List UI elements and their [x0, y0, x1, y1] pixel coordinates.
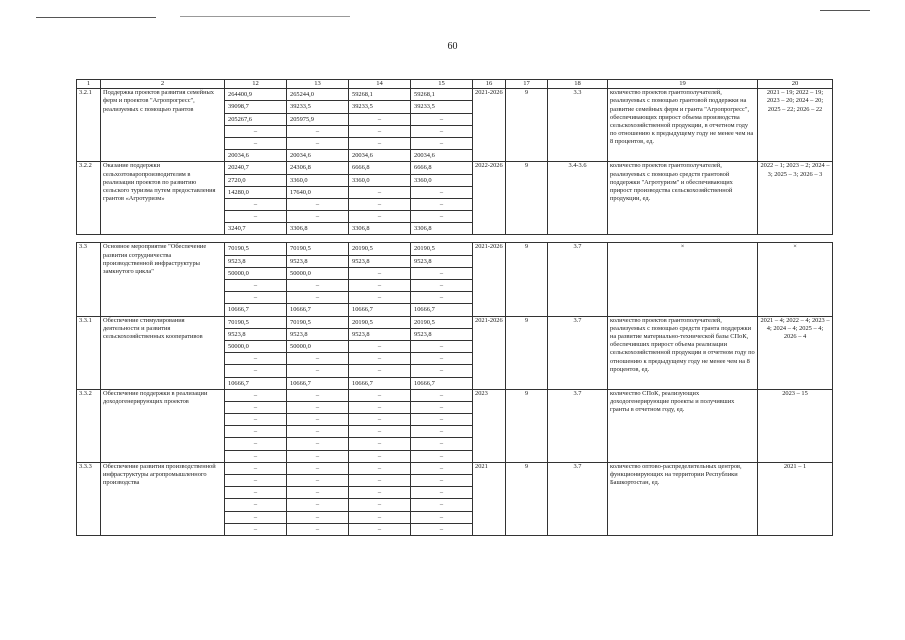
funding-value: 9523,8 [411, 329, 472, 341]
funding-cell [225, 243, 287, 316]
column-header: 12 [225, 80, 287, 89]
funding-value: 265244,0 [287, 89, 348, 101]
funding-value: 3306,8 [414, 225, 432, 233]
row-col18: 3.4-3.6 [548, 162, 608, 235]
funding-value: 10666,7 [352, 306, 373, 314]
funding-value: 20034,6 [414, 152, 435, 160]
funding-value: – [349, 341, 410, 353]
row-col18: 3.3 [548, 89, 608, 162]
row-col17: 9 [506, 462, 548, 535]
funding-value: – [225, 126, 286, 138]
funding-value: – [349, 187, 410, 199]
funding-value: 9523,8 [225, 256, 286, 268]
row-col17: 9 [506, 316, 548, 389]
funding-value: – [225, 211, 286, 223]
funding-value: 70190,5 [225, 317, 286, 329]
funding-value: 50000,0 [287, 341, 348, 353]
section-separator [77, 235, 833, 243]
funding-value: 205267,6 [225, 114, 286, 126]
funding-value: – [377, 452, 382, 460]
row-col18: 3.7 [548, 316, 608, 389]
funding-value: – [287, 280, 348, 292]
funding-value: 20034,6 [228, 152, 249, 160]
funding-value: 9523,8 [349, 256, 410, 268]
funding-cell [225, 162, 287, 235]
header-rule-left [36, 17, 156, 18]
funding-value: 24306,8 [287, 162, 348, 174]
column-header: 16 [473, 80, 506, 89]
funding-value: 2720,0 [225, 175, 286, 187]
row-targets: 2022 – 1; 2023 – 2; 2024 – 3; 2025 – 3; 2026 – 3 [758, 162, 833, 235]
row-col17: 9 [506, 243, 548, 316]
row-targets: × [758, 243, 833, 316]
funding-value: – [411, 426, 472, 438]
funding-value: – [287, 438, 348, 450]
funding-value: 10666,7 [414, 306, 435, 314]
funding-value: – [225, 414, 286, 426]
funding-value: – [411, 402, 472, 414]
funding-value: – [411, 268, 472, 280]
table-row [77, 389, 833, 462]
funding-value: 50000,0 [225, 268, 286, 280]
column-header: 17 [506, 80, 548, 89]
funding-value: – [411, 438, 472, 450]
funding-value: 9523,8 [287, 329, 348, 341]
funding-value: 264400,9 [225, 89, 286, 101]
header-rule-right [820, 10, 870, 11]
funding-value: – [349, 353, 410, 365]
funding-value: – [411, 211, 472, 223]
funding-value: – [225, 438, 286, 450]
row-indicator: количество проектов грантополучателей, реализуемых с помощью средств гранта поддержки на развитие материально-технической базы СПоК, обеспечивших прирост объема реализации сельскохозяйственной продукции в отчетном году по отношению к предыдущему году не менее чем на 8 процентов, ед. [608, 316, 758, 389]
funding-cell [287, 89, 349, 162]
row-name: Оказание поддержки сельхозтоваропроизводителям в реализации проектов по развитию сельского туризма путем предоставления грантов «Агротуризм» [101, 162, 225, 235]
funding-value: 9523,8 [287, 256, 348, 268]
funding-cell [225, 316, 287, 389]
row-period: 2021-2026 [473, 89, 506, 162]
funding-cell [349, 89, 411, 162]
row-col18: 3.7 [548, 462, 608, 535]
funding-value: – [287, 475, 348, 487]
row-id: 3.3.1 [77, 316, 101, 389]
funding-value: 10666,7 [352, 379, 373, 387]
table-row [77, 89, 833, 162]
row-id: 3.3.3 [77, 462, 101, 535]
funding-value: – [349, 487, 410, 499]
funding-value: 50000,0 [225, 341, 286, 353]
funding-value: 10666,7 [228, 306, 249, 314]
funding-value: – [315, 525, 320, 533]
row-name: Обеспечение развития производственной инфраструктуры агропромышленного производства [101, 462, 225, 535]
table-row [77, 243, 833, 316]
funding-value: – [411, 126, 472, 138]
funding-value: 3240,7 [228, 225, 246, 233]
funding-value: – [225, 487, 286, 499]
funding-value: – [225, 199, 286, 211]
funding-value: – [349, 280, 410, 292]
row-name: Поддержка проектов развития семейных ферм и проектов "Агропрогресс", реализуемых с помощью грантов [101, 89, 225, 162]
funding-value: – [253, 452, 258, 460]
column-header: 20 [758, 80, 833, 89]
funding-value: 205975,9 [287, 114, 348, 126]
funding-value: 70190,5 [287, 317, 348, 329]
funding-value: 20190,5 [349, 243, 410, 255]
row-name: Обеспечение стимулирования деятельности и развития сельскохозяйственных кооперативов [101, 316, 225, 389]
funding-value: 70190,5 [225, 243, 286, 255]
funding-value: – [287, 402, 348, 414]
table-row [77, 462, 833, 535]
row-indicator: количество проектов грантополучателей, реализуемых с помощью грантовой поддержки на развитие семейных ферм и гранта "Агропрогресс", обеспечивающих прирост объема производства сельскохозяйственной продукции, в отчетном году по отношению к предыдущему году не менее чем на 8 процентов, ед. [608, 89, 758, 162]
funding-cell [411, 243, 473, 316]
funding-value: 3360,0 [411, 175, 472, 187]
row-targets: 2021 – 1 [758, 462, 833, 535]
row-col17: 9 [506, 389, 548, 462]
funding-value: 10666,7 [228, 379, 249, 387]
funding-value: – [287, 199, 348, 211]
funding-value: – [287, 512, 348, 524]
funding-cell [349, 462, 411, 535]
funding-value: – [287, 487, 348, 499]
funding-cell [349, 162, 411, 235]
funding-value: – [411, 114, 472, 126]
page-number: 60 [447, 41, 458, 52]
funding-value: – [411, 414, 472, 426]
funding-value: – [439, 452, 444, 460]
row-indicator: количество СПоК, реализующих доходогенерирующие проекты и получивших гранты в отчетном году, ед. [608, 389, 758, 462]
funding-value: – [287, 499, 348, 511]
funding-value: – [411, 199, 472, 211]
row-period: 2023 [473, 389, 506, 462]
funding-value: – [411, 280, 472, 292]
funding-value: 39233,5 [349, 101, 410, 113]
funding-value: – [349, 292, 410, 304]
funding-value: 39098,7 [225, 101, 286, 113]
funding-value: 6666,8 [411, 162, 472, 174]
table-row [77, 162, 833, 235]
funding-value: – [225, 402, 286, 414]
funding-value: 3360,0 [287, 175, 348, 187]
row-targets: 2021 – 19; 2022 – 19; 2023 – 20; 2024 – 20; 2025 – 22; 2026 – 22 [758, 89, 833, 162]
funding-value: – [439, 525, 444, 533]
funding-value: 20034,6 [352, 152, 373, 160]
funding-value: – [349, 126, 410, 138]
funding-value: 17640,0 [287, 187, 348, 199]
funding-cell [349, 243, 411, 316]
funding-cell [225, 462, 287, 535]
funding-cell [349, 316, 411, 389]
funding-cell [225, 389, 287, 462]
funding-value: 3306,8 [352, 225, 370, 233]
funding-value: 20190,5 [411, 243, 472, 255]
funding-value: – [287, 414, 348, 426]
funding-value: – [225, 365, 286, 377]
funding-value: – [225, 499, 286, 511]
funding-value: – [287, 463, 348, 475]
row-targets: 2023 – 15 [758, 389, 833, 462]
funding-value: 70190,5 [287, 243, 348, 255]
funding-value: – [349, 268, 410, 280]
funding-value: – [349, 512, 410, 524]
funding-value: – [225, 463, 286, 475]
column-header: 13 [287, 80, 349, 89]
funding-value: 10666,7 [290, 306, 311, 314]
column-number-row [77, 80, 833, 89]
row-name: Обеспечение поддержки в реализации доходогенерирующих проектов [101, 389, 225, 462]
column-header: 14 [349, 80, 411, 89]
funding-cell [411, 462, 473, 535]
row-period: 2022-2026 [473, 162, 506, 235]
funding-value: – [349, 199, 410, 211]
funding-value: – [411, 365, 472, 377]
funding-value: – [315, 452, 320, 460]
funding-value: 59268,1 [411, 89, 472, 101]
funding-cell [287, 462, 349, 535]
funding-value: – [349, 438, 410, 450]
column-header: 15 [411, 80, 473, 89]
funding-value: – [349, 414, 410, 426]
funding-value: 20034,6 [290, 152, 311, 160]
column-header: 18 [548, 80, 608, 89]
row-col18: 3.7 [548, 243, 608, 316]
funding-value: – [349, 426, 410, 438]
funding-cell [225, 89, 287, 162]
funding-value: 10666,7 [414, 379, 435, 387]
funding-value: – [349, 138, 410, 150]
funding-value: – [225, 138, 286, 150]
funding-value: – [225, 512, 286, 524]
funding-value: – [349, 365, 410, 377]
funding-value: 50000,0 [287, 268, 348, 280]
funding-value: – [287, 126, 348, 138]
funding-value: – [225, 390, 286, 402]
row-period: 2021-2026 [473, 316, 506, 389]
row-col18: 3.7 [548, 389, 608, 462]
funding-value: – [287, 353, 348, 365]
funding-value: – [411, 499, 472, 511]
row-col17: 9 [506, 89, 548, 162]
funding-value: – [349, 114, 410, 126]
row-period: 2021 [473, 462, 506, 535]
row-id: 3.3.2 [77, 389, 101, 462]
row-id: 3.2.1 [77, 89, 101, 162]
funding-value: 20190,5 [349, 317, 410, 329]
funding-cell [287, 162, 349, 235]
funding-value: 9523,8 [225, 329, 286, 341]
funding-cell [287, 243, 349, 316]
funding-value: – [349, 402, 410, 414]
funding-value: 20240,7 [225, 162, 286, 174]
row-id: 3.2.2 [77, 162, 101, 235]
funding-value: – [411, 463, 472, 475]
funding-cell [411, 89, 473, 162]
funding-value: – [349, 390, 410, 402]
funding-value: – [411, 512, 472, 524]
funding-value: – [411, 138, 472, 150]
funding-value: – [411, 292, 472, 304]
row-name: Основное мероприятие "Обеспечение развития сотрудничества производственной инфраструктуры замкнутого цикла" [101, 243, 225, 316]
funding-value: – [225, 475, 286, 487]
funding-value: – [225, 353, 286, 365]
row-targets: 2021 – 4; 2022 – 4; 2023 – 4; 2024 – 4; 2025 – 4; 2026 – 4 [758, 316, 833, 389]
header-rule-mid [180, 16, 350, 17]
funding-value: – [411, 487, 472, 499]
column-header: 19 [608, 80, 758, 89]
funding-cell [349, 389, 411, 462]
funding-cell [287, 389, 349, 462]
funding-value: 9523,8 [411, 256, 472, 268]
funding-value: 3306,8 [290, 225, 308, 233]
funding-value: – [349, 475, 410, 487]
funding-cell [411, 162, 473, 235]
column-header: 1 [77, 80, 101, 89]
funding-cell [411, 316, 473, 389]
funding-value: 3360,0 [349, 175, 410, 187]
funding-value: – [225, 426, 286, 438]
funding-value: 20190,5 [411, 317, 472, 329]
funding-value: – [287, 390, 348, 402]
program-table [76, 79, 833, 536]
funding-value: – [349, 463, 410, 475]
funding-value: – [287, 365, 348, 377]
funding-value: 10666,7 [290, 379, 311, 387]
row-indicator: × [608, 243, 758, 316]
funding-cell [287, 316, 349, 389]
table-row [77, 316, 833, 389]
funding-value: 59268,1 [349, 89, 410, 101]
funding-value: 14280,0 [225, 187, 286, 199]
funding-value: – [411, 341, 472, 353]
funding-value: – [411, 390, 472, 402]
funding-cell [411, 389, 473, 462]
funding-value: – [225, 280, 286, 292]
funding-value: – [287, 426, 348, 438]
row-id: 3.3 [77, 243, 101, 316]
column-header: 2 [101, 80, 225, 89]
row-indicator: количество проектов грантополучателей, реализуемых с помощью средств грантовой поддержки "Агротуризм" и обеспечивающих прирост производства сельскохозяйственной продукции, ед. [608, 162, 758, 235]
funding-value: – [287, 211, 348, 223]
funding-value: – [287, 138, 348, 150]
funding-value: 9523,8 [349, 329, 410, 341]
row-period: 2021-2026 [473, 243, 506, 316]
funding-value: – [225, 292, 286, 304]
funding-value: – [411, 187, 472, 199]
funding-value: – [349, 499, 410, 511]
funding-value: 39233,5 [287, 101, 348, 113]
row-indicator: количество оптово-распределительных центров, функционирующих на территории Республики Башкортостан, ед. [608, 462, 758, 535]
funding-value: – [253, 525, 258, 533]
funding-value: 39233,5 [411, 101, 472, 113]
row-col17: 9 [506, 162, 548, 235]
funding-value: – [411, 353, 472, 365]
funding-value: – [377, 525, 382, 533]
funding-value: – [411, 475, 472, 487]
funding-value: – [287, 292, 348, 304]
funding-value: – [349, 211, 410, 223]
funding-value: 6666,8 [349, 162, 410, 174]
